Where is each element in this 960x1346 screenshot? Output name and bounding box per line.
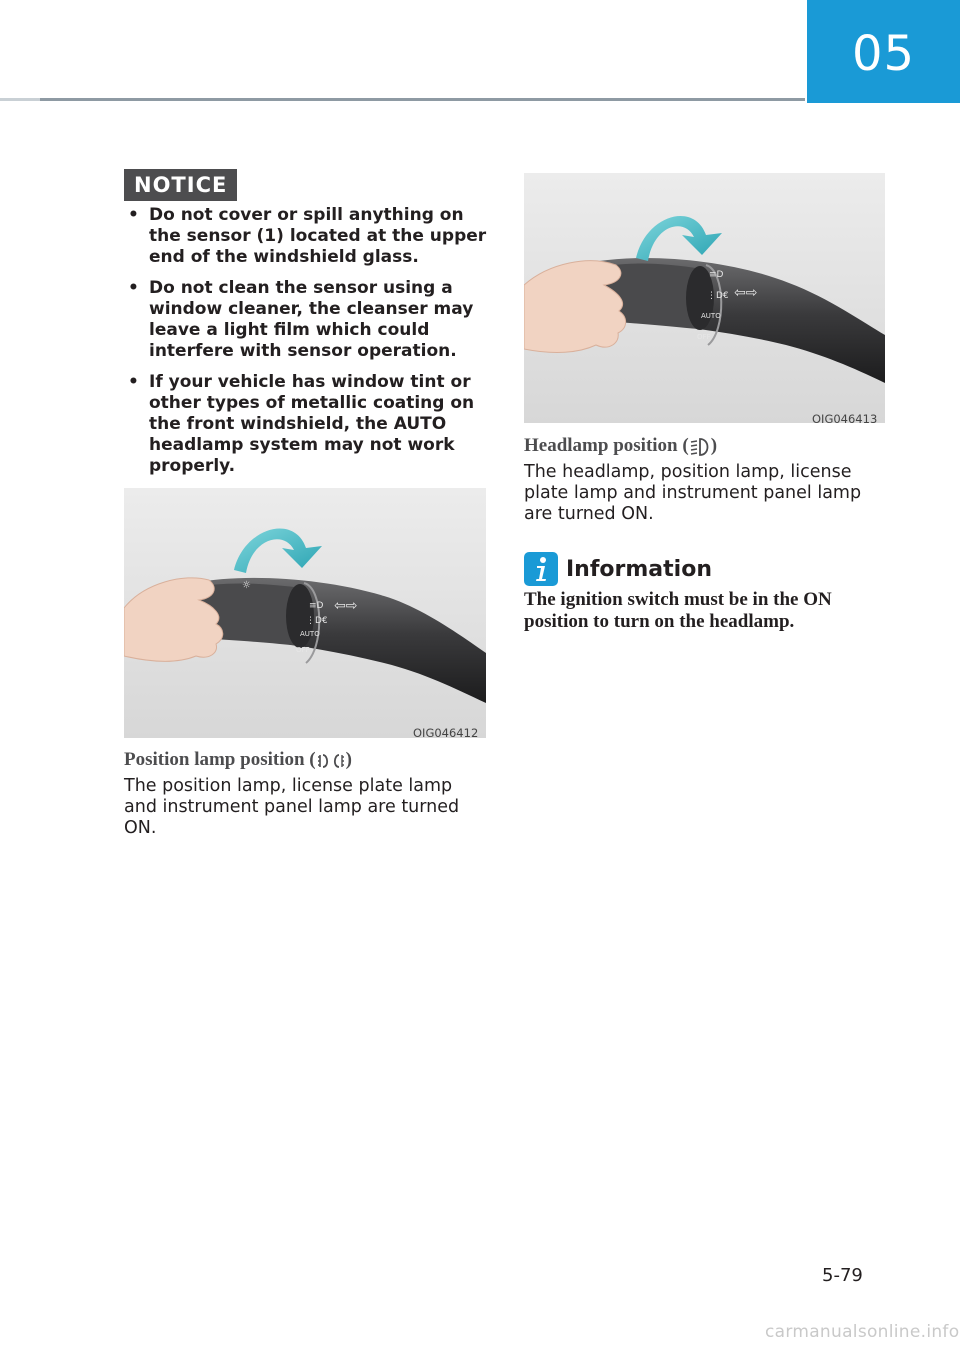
svg-text:☼: ☼ <box>242 580 251 591</box>
position-lamp-heading: Position lamp position ( ) <box>124 749 352 770</box>
page-number: 5-79 <box>822 1265 863 1286</box>
notice-list <box>124 205 494 487</box>
notice-item: • Do not cover or spill anything on the sensor (1) located at the upper end of the windshield glass. <box>128 205 487 267</box>
switch-off-label: OFF <box>296 646 310 654</box>
bullet-icon: • <box>128 205 139 225</box>
information-header <box>524 552 712 586</box>
headlamp-heading: Headlamp position ( ) <box>524 435 718 456</box>
position-lamp-icon <box>316 752 346 770</box>
chapter-tab <box>807 0 960 103</box>
header-rule-accent <box>0 98 40 101</box>
bullet-icon: • <box>128 372 139 392</box>
svg-text:⇦⇨: ⇦⇨ <box>734 285 758 301</box>
switch-auto-label: AUTO <box>300 630 320 638</box>
information-text: The ignition switch must be in the ON position to turn on the headlamp. <box>524 589 832 632</box>
notice-item: • If your vehicle has window tint or other types of metallic coating on the front windshield, the AUTO headlamp system may not work properly. <box>128 372 475 476</box>
light-switch-illustration <box>524 173 885 423</box>
information-title: Information <box>566 556 712 582</box>
svg-text:≡D: ≡D <box>709 270 724 280</box>
light-switch-figure-left <box>124 488 486 738</box>
chapter-number: 05 <box>851 25 916 82</box>
info-icon <box>524 552 558 586</box>
svg-text:⇦⇨: ⇦⇨ <box>334 598 358 614</box>
headlamp-icon <box>689 437 711 457</box>
light-switch-illustration <box>124 488 486 738</box>
svg-text:⋮D€: ⋮D€ <box>306 616 328 626</box>
headlamp-body: The headlamp, position lamp, license plate lamp and instrument panel lamp are turned ON. <box>524 462 862 524</box>
light-switch-figure-right <box>524 173 885 423</box>
switch-off-label: OFF <box>697 333 711 341</box>
header-rule <box>0 98 805 101</box>
position-lamp-body: The position lamp, license plate lamp and instrument panel lamp are turned ON. <box>124 776 460 838</box>
bullet-icon: • <box>128 278 139 298</box>
figure-code: OIG046412 <box>413 726 479 738</box>
switch-auto-label: AUTO <box>701 312 721 320</box>
notice-item: • Do not clean the sensor using a window cleaner, the cleanser may leave a light film which could interfere with sensor operation. <box>128 278 474 361</box>
svg-text:⋮D€: ⋮D€ <box>707 291 729 301</box>
figure-code: OIG046413 <box>812 412 878 423</box>
svg-text:≡D: ≡D <box>309 601 324 611</box>
watermark: carmanualsonline.info <box>765 1322 960 1342</box>
notice-badge: NOTICE <box>124 169 237 201</box>
